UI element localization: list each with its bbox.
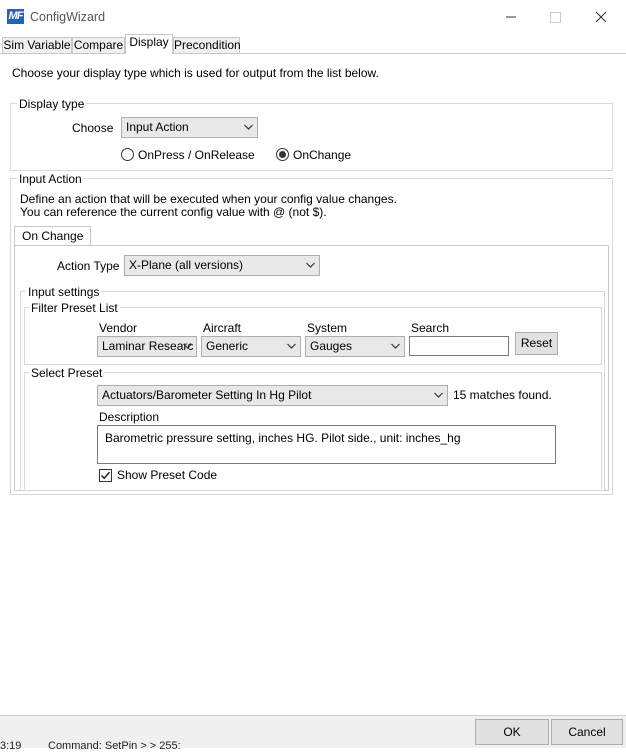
display-type-select[interactable] xyxy=(121,117,258,138)
chevron-down-icon xyxy=(306,262,315,269)
action-type-value: X-Plane (all versions) xyxy=(129,258,244,272)
chevron-down-icon xyxy=(391,343,400,350)
filter-preset-legend: Filter Preset List xyxy=(31,301,118,315)
tab-strip xyxy=(0,36,626,54)
window-title: ConfigWizard xyxy=(30,10,106,24)
reset-button[interactable]: Reset xyxy=(515,332,558,355)
onchange-label: OnChange xyxy=(293,148,352,162)
maximize-button[interactable] xyxy=(532,4,578,30)
matches-found-text: 15 matches found. xyxy=(453,388,552,402)
close-button[interactable] xyxy=(578,4,624,30)
select-preset-legend: Select Preset xyxy=(31,366,103,380)
vendor-select[interactable] xyxy=(97,336,197,357)
tab-display[interactable]: Display xyxy=(125,34,173,54)
display-type-value: Input Action xyxy=(126,120,189,134)
system-label: System xyxy=(307,321,348,335)
vendor-value: Laminar Researc xyxy=(102,339,194,353)
chevron-down-icon xyxy=(244,124,253,131)
input-action-desc-1: Define an action that will be executed when your config value changes. xyxy=(20,192,397,206)
maximize-icon xyxy=(532,4,578,30)
description-box: Barometric pressure setting, inches HG. Pilot side., unit: inches_hg xyxy=(97,425,556,464)
input-settings-legend: Input settings xyxy=(28,285,100,299)
chevron-down-icon xyxy=(287,343,296,350)
show-preset-code-label: Show Preset Code xyxy=(117,468,218,482)
checkmark-icon xyxy=(100,470,111,481)
ok-button[interactable]: OK xyxy=(475,719,549,745)
system-select[interactable] xyxy=(305,336,405,357)
description-label: Description xyxy=(99,410,160,424)
mobiflight-logo-icon: MF xyxy=(8,10,23,22)
cancel-button[interactable]: Cancel xyxy=(551,719,623,745)
tab-on-change[interactable]: On Change xyxy=(14,226,91,246)
tab-precondition[interactable]: Precondition xyxy=(174,38,241,52)
tab-compare[interactable]: Compare xyxy=(73,38,124,52)
action-type-label: Action Type xyxy=(57,259,120,273)
action-type-select[interactable] xyxy=(124,255,320,276)
minimize-button[interactable] xyxy=(488,4,534,30)
input-action-desc-2: You can reference the current config value with @ (not $). xyxy=(20,205,327,219)
preset-value: Actuators/Barometer Setting In Hg Pilot xyxy=(102,388,312,402)
show-preset-code-checkbox[interactable] xyxy=(99,469,112,482)
onpress-onrelease-label: OnPress / OnRelease xyxy=(138,148,255,162)
preset-select[interactable] xyxy=(97,385,448,406)
minimize-icon xyxy=(488,4,534,30)
close-icon xyxy=(578,4,624,30)
choose-label: Choose xyxy=(72,121,114,135)
onchange-radio[interactable] xyxy=(276,148,289,161)
chevron-down-icon xyxy=(183,343,192,350)
onpress-onrelease-radio[interactable] xyxy=(121,148,134,161)
search-label: Search xyxy=(411,321,450,335)
vendor-label: Vendor xyxy=(99,321,138,335)
system-value: Gauges xyxy=(310,339,353,353)
intro-text: Choose your display type which is used for output from the list below. xyxy=(12,66,379,80)
aircraft-value: Generic xyxy=(206,339,249,353)
input-action-legend: Input Action xyxy=(19,172,82,186)
status-left: 3:19 xyxy=(0,740,22,752)
display-type-legend: Display type xyxy=(19,97,85,111)
title-bar xyxy=(0,0,626,33)
search-input[interactable] xyxy=(409,336,509,356)
tab-sim-variable[interactable]: Sim Variable xyxy=(3,38,71,52)
aircraft-label: Aircraft xyxy=(203,321,242,335)
status-right: Command: SetPin > > 255: xyxy=(48,740,181,752)
aircraft-select[interactable] xyxy=(201,336,301,357)
chevron-down-icon xyxy=(434,392,443,399)
